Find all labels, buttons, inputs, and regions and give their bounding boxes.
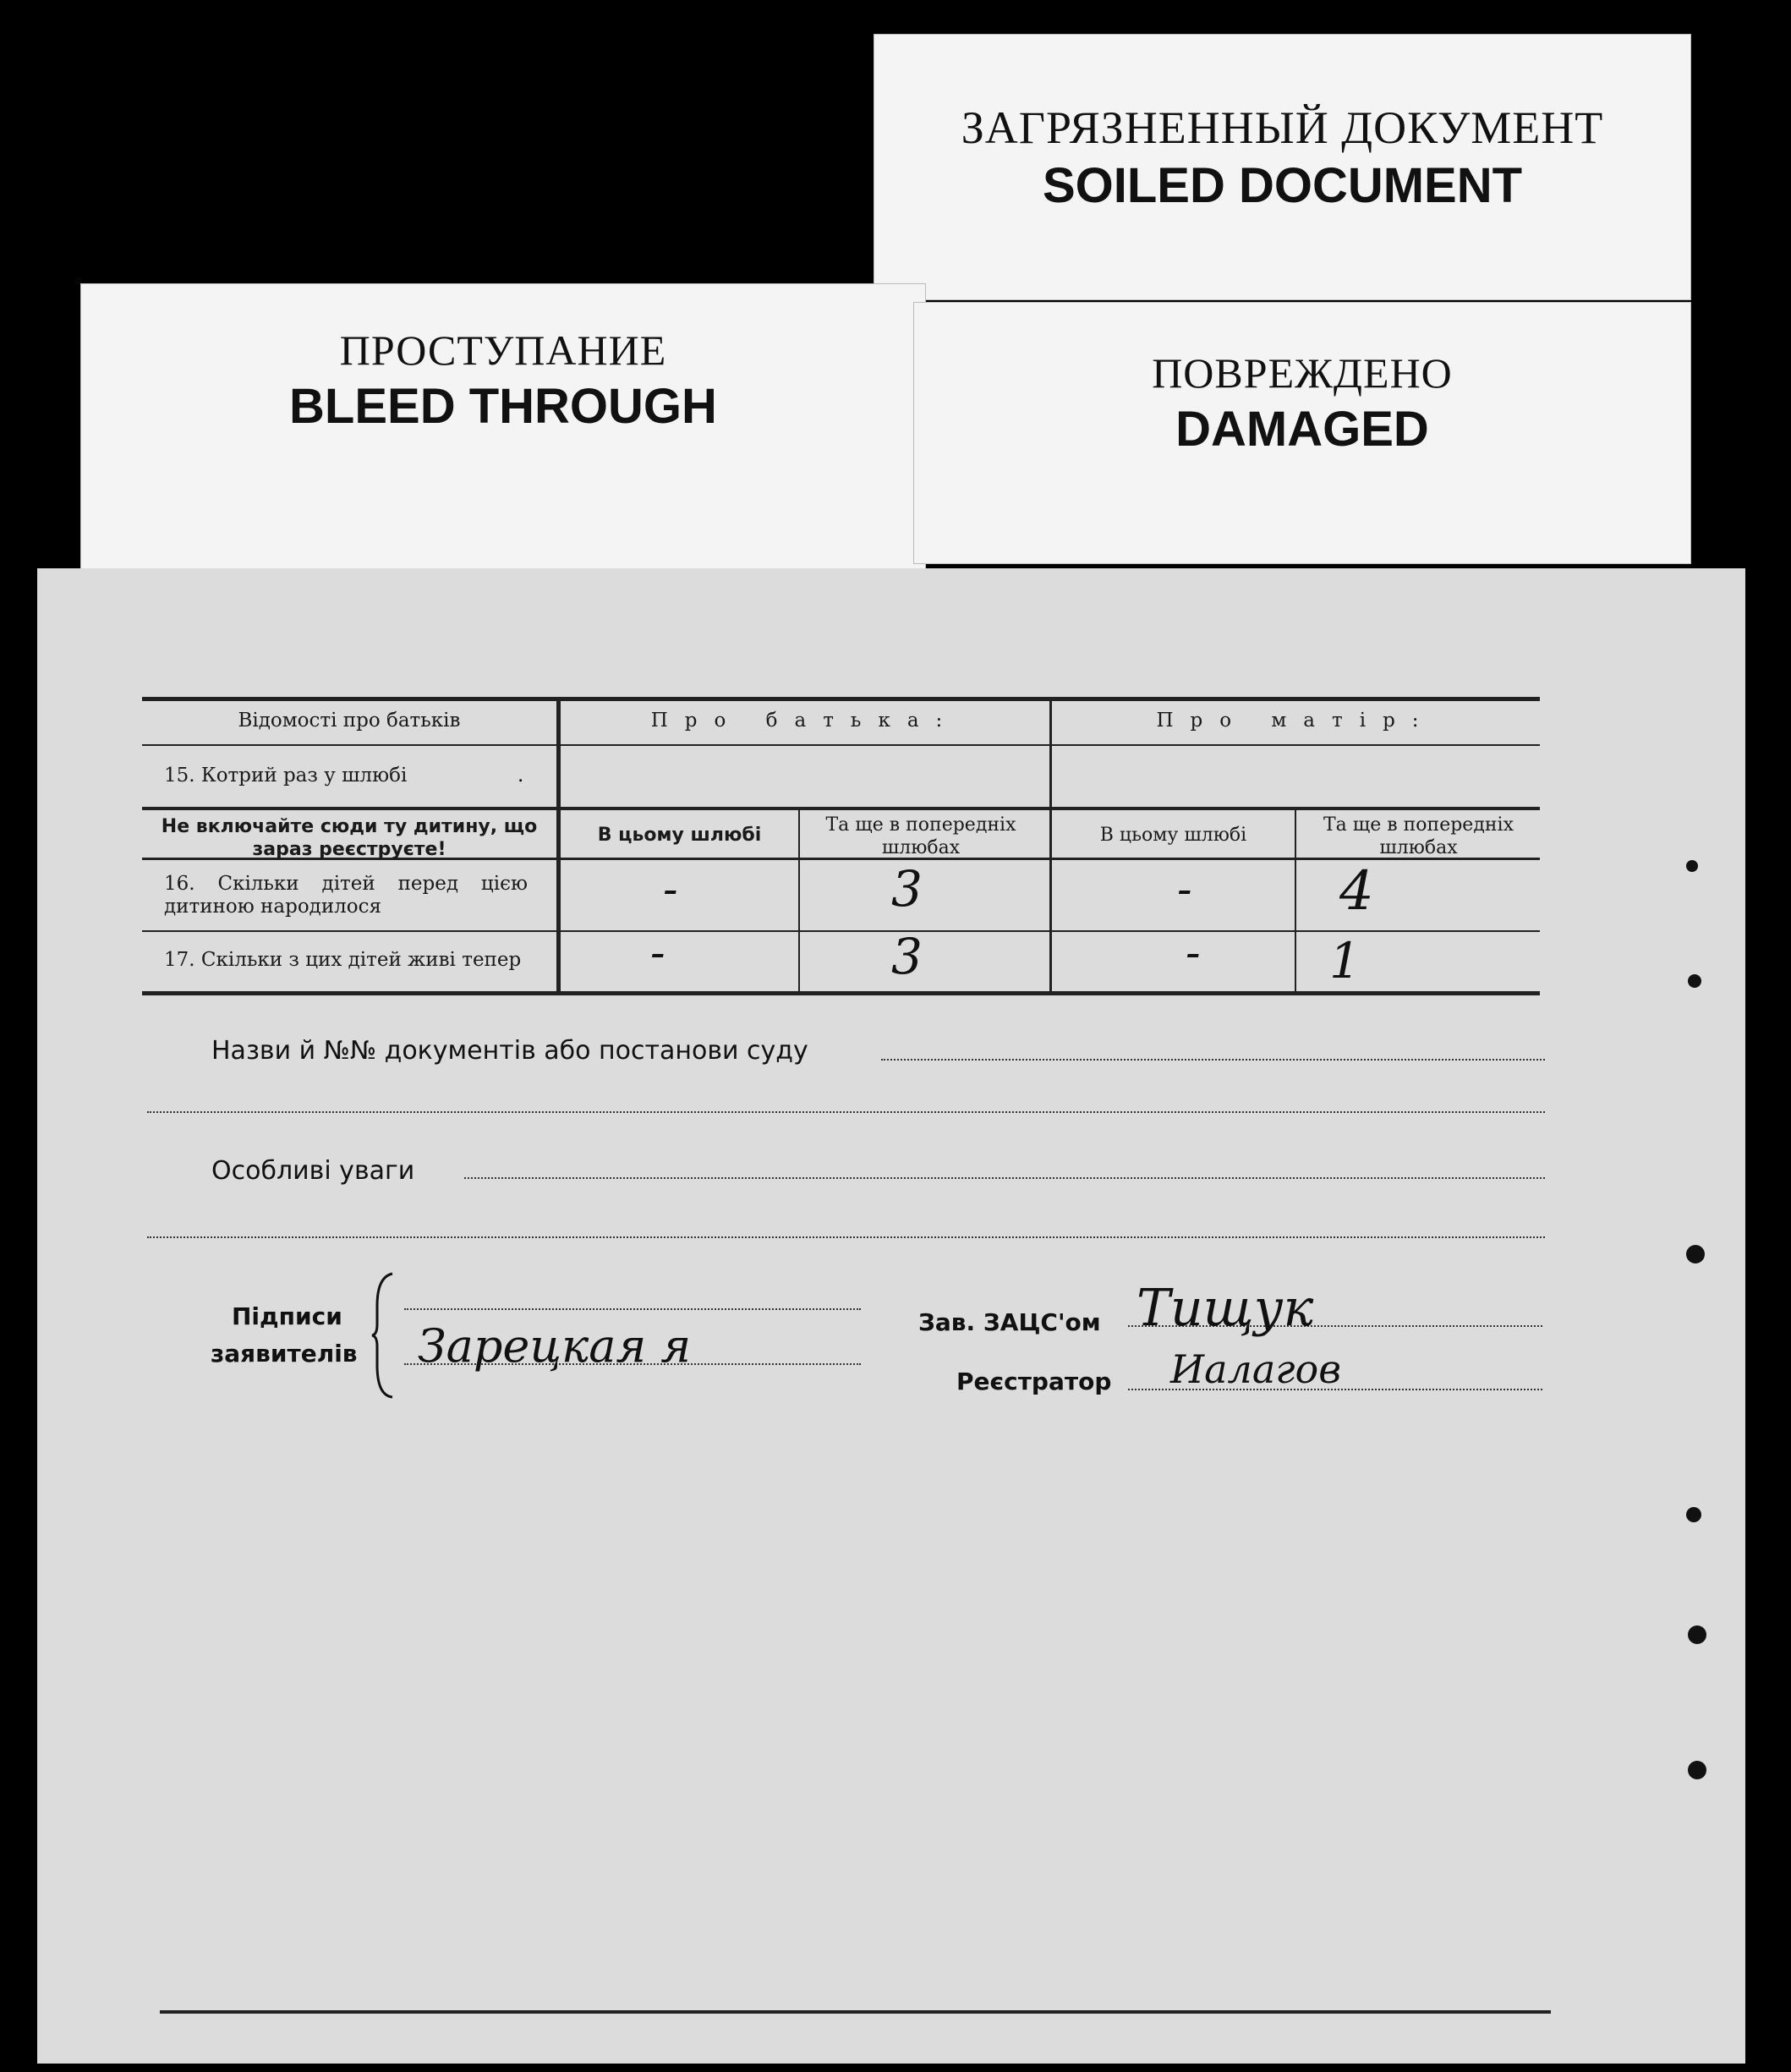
table-col-divider-mother xyxy=(1295,810,1296,993)
row16-label: 16. Скільки дітей перед цією дитиною народилося xyxy=(164,873,528,918)
applicant-signatures-label-line1: Підписи xyxy=(232,1302,342,1330)
row17-father-previous-value: 3 xyxy=(891,928,923,985)
registrar-signature: Иалагов xyxy=(1170,1346,1341,1392)
documents-fill-line-2 xyxy=(147,1111,1545,1113)
page-bottom-rule xyxy=(160,2010,1551,2014)
punch-hole xyxy=(1686,860,1698,872)
registrar-label: Реєстратор xyxy=(956,1368,1112,1395)
table-col-divider-father xyxy=(798,810,800,993)
punch-hole xyxy=(1686,1507,1701,1522)
bleed-flag-ru: ПРОСТУПАНИЕ xyxy=(339,326,667,374)
header-about-father: Про батька: xyxy=(650,710,960,732)
table-header-rule xyxy=(142,744,1540,746)
subheader-father-previous-marriages: Та ще в попередніх шлюбах xyxy=(825,814,1016,858)
subheader-exclusion-note: Не включайте сюди ту дитину, що зараз реєструєте! xyxy=(161,816,538,860)
registry-head-signature: Тищук xyxy=(1136,1279,1314,1338)
subheader-mother-current-marriage: В цьому шлюбі xyxy=(1099,825,1247,846)
row17-mother-previous-value: 1 xyxy=(1329,932,1361,989)
bleed-through-flag xyxy=(80,283,926,600)
row15-label: 15. Котрий раз у шлюбі xyxy=(164,765,408,787)
damaged-flag-en: DAMAGED xyxy=(1175,402,1429,457)
damaged-flag xyxy=(913,302,1691,564)
remarks-fill-line xyxy=(464,1177,1545,1179)
table-col-divider-1 xyxy=(556,701,561,993)
row16-mother-current-value: - xyxy=(1177,864,1192,915)
subheader-father-current-marriage: В цьому шлюбі xyxy=(597,825,762,846)
table-row15-rule xyxy=(142,807,1540,810)
row17-father-current-value: - xyxy=(650,928,665,978)
applicant-signatures-label-line2: заявителів xyxy=(211,1340,358,1368)
registry-head-label: Зав. ЗАЦС'ом xyxy=(918,1308,1101,1336)
row16-father-previous-value: 3 xyxy=(891,860,923,918)
subheader-mother-previous-marriages: Та ще в попередніх шлюбах xyxy=(1323,814,1514,858)
applicant-brace-icon xyxy=(370,1272,396,1399)
applicant-signature: Зарецкая я xyxy=(418,1319,692,1373)
row17-mother-current-value: - xyxy=(1186,928,1201,978)
remarks-fill-line-2 xyxy=(147,1236,1545,1238)
damaged-flag-ru: ПОВРЕЖДЕНО xyxy=(1152,349,1453,397)
row17-label: 17. Скільки з цих дітей живі тепер xyxy=(164,949,522,971)
document-page xyxy=(37,568,1745,2064)
applicant-signature-line-1 xyxy=(404,1308,861,1310)
row16-father-current-value: - xyxy=(663,864,678,915)
soiled-flag-en: SOILED DOCUMENT xyxy=(1042,158,1523,213)
table-col-divider-2 xyxy=(1049,701,1052,993)
punch-hole xyxy=(1688,1761,1706,1779)
soiled-document-flag xyxy=(874,34,1691,300)
punch-hole xyxy=(1688,1625,1706,1644)
soiled-flag-ru: ЗАГРЯЗНЕННЫЙ ДОКУМЕНТ xyxy=(961,102,1604,153)
table-bottom-rule xyxy=(142,991,1540,995)
documents-fill-line xyxy=(881,1059,1545,1061)
bleed-flag-en: BLEED THROUGH xyxy=(289,379,717,434)
row16-mother-previous-value: 4 xyxy=(1339,860,1374,923)
documents-label: Назви й №№ документів або постанови суду xyxy=(211,1036,808,1066)
header-info-about-parents: Відомості про батьків xyxy=(238,710,461,732)
table-top-rule xyxy=(142,697,1540,701)
remarks-label: Особливі уваги xyxy=(211,1156,415,1186)
row15-leader-dot: . xyxy=(518,765,524,787)
punch-hole xyxy=(1686,1245,1705,1263)
header-about-mother: Про матір: xyxy=(1156,710,1436,732)
punch-hole xyxy=(1688,974,1701,988)
